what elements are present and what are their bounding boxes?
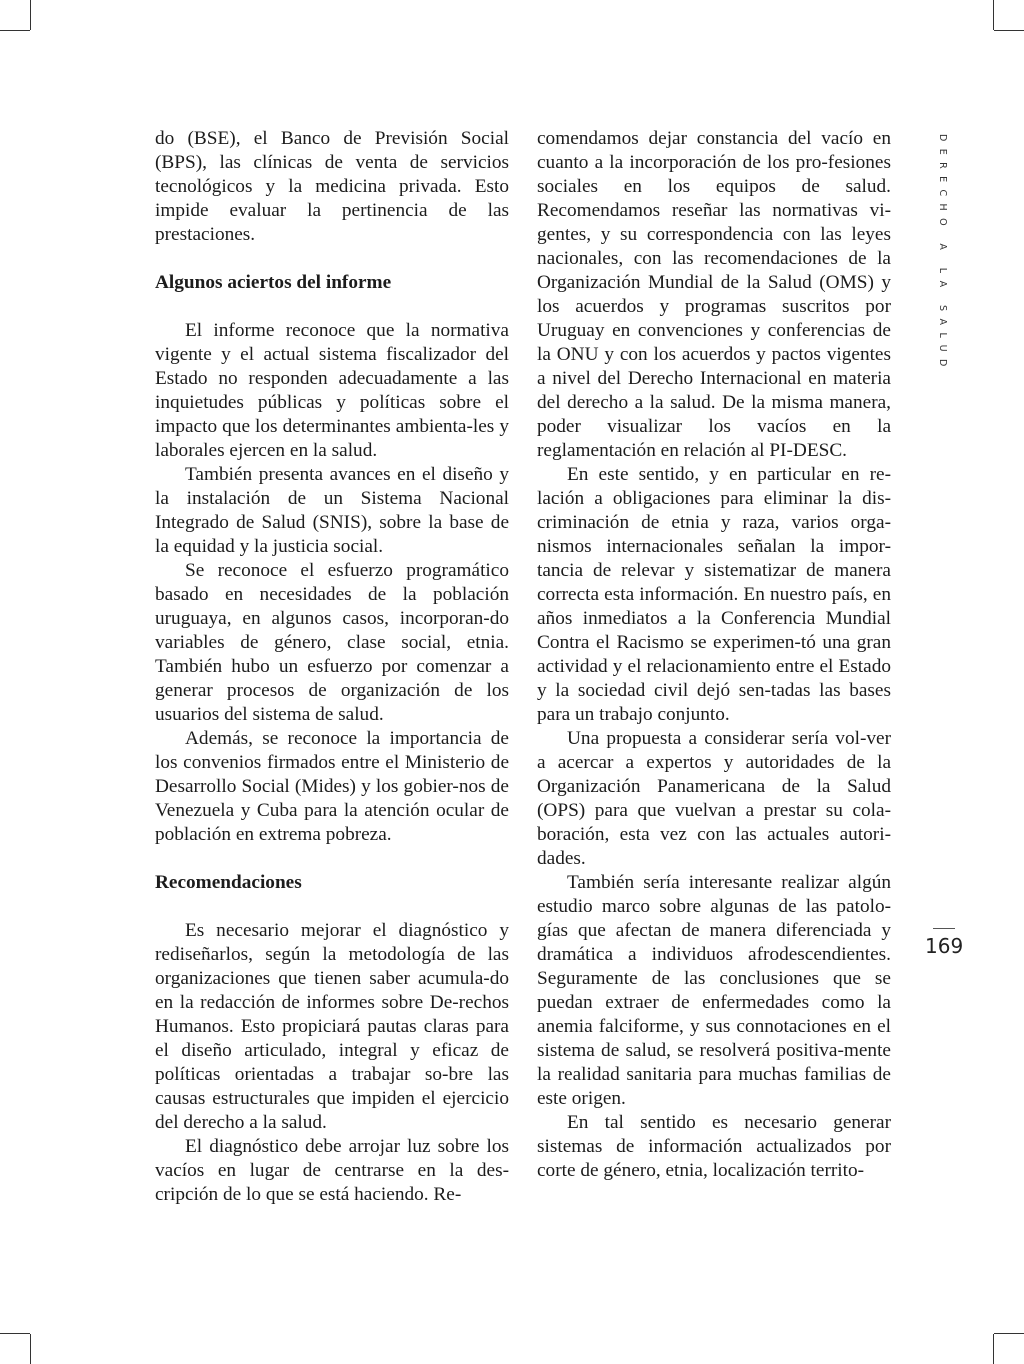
paragraph: Es necesario mejorar el diagnóstico y rediseñarlos, según la metodología de las organizaciones que tienen saber acumula-do en la redacción de informes sobre De-rechos Humanos. Esto propiciará pautas claras para el diseño articulado, integral y eficaz de políticas orientadas a trabajar so-bre las causas estructurales que impiden el ejercicio del derecho a la salud. — [155, 920, 509, 1133]
paragraph: Una propuesta a considerar sería vol-ver a acercar a expertos y autoridades de la Organización Panamericana de la Salud (OPS) para que vuelvan a prestar su cola-boración, esta vez con las actuales autori-dades. — [537, 728, 891, 869]
crop-mark-top-left — [0, 30, 30, 31]
page-number: 169 — [925, 934, 964, 958]
paragraph: En este sentido, y en particular en re-lación a obligaciones para eliminar la dis-criminación de etnia y raza, varios orga-nismos internacionales señalan la impor-tancia de relevar y sistematizar de manera correcta esta información. En nuestro país, en años inmediatos a la Conferencia Mundial Contra el Racismo se experimen-tó una gran actividad y el relacionamiento entre el Estado y la sociedad civil dejó sen-tadas las bases para un trabajo conjunto. — [537, 464, 891, 725]
crop-mark-top-right — [993, 0, 994, 30]
paragraph: También presenta avances en el diseño y la instalación de un Sistema Nacional Integrado de Salud (SNIS), sobre la base de la equidad y la justicia social. — [155, 464, 509, 557]
crop-mark-top-right — [994, 30, 1024, 31]
section-heading: Recomendaciones — [155, 872, 302, 893]
paragraph: do (BSE), el Banco de Previsión Social (BPS), las clínicas de venta de servicios tecnológicos y la medicina privada. Esto impide evaluar la pertinencia de las prestaciones. — [155, 128, 509, 245]
paragraph: Se reconoce el esfuerzo programático basado en necesidades de la población uruguaya, en algunos casos, incorporan-do variables de género, clase social, etnia. También hubo un esfuerzo por comenzar a generar procesos de organización de los usuarios del sistema de salud. — [155, 560, 509, 725]
paragraph: El informe reconoce que la normativa vigente y el actual sistema fiscalizador del Estado no responden adecuadamente a las inquietudes públicas y políticas sobre el impacto que los determinantes ambienta-les y laborales ejercen en la salud. — [155, 320, 509, 461]
paragraph: Además, se reconoce la importancia de los convenios firmados entre el Ministerio de Desarrollo Social (Mides) y los gobier-nos de Venezuela y Cuba para la atención ocular de población en extrema pobreza. — [155, 728, 509, 845]
running-header: DERECHO A LA SALUD — [937, 134, 948, 374]
crop-mark-bottom-right — [994, 1333, 1024, 1334]
left-column — [155, 127, 509, 1207]
crop-mark-bottom-left — [0, 1333, 30, 1334]
paragraph: El diagnóstico debe arrojar luz sobre los vacíos en lugar de centrarse en la des-cripción de lo que se está haciendo. Re- — [155, 1136, 509, 1205]
crop-mark-top-left — [30, 0, 31, 30]
crop-mark-bottom-left — [30, 1334, 31, 1364]
page-number-rule — [933, 928, 955, 929]
section-heading: Algunos aciertos del informe — [155, 272, 392, 293]
paragraph: En tal sentido es necesario generar sistemas de información actualizados por corte de género, etnia, localización territo- — [537, 1112, 891, 1181]
paragraph: También sería interesante realizar algún estudio marco sobre algunas de las patolo-gías que afectan de manera diferenciada y dramática a individuos afrodescendientes. Seguramente de las conclusiones que se puedan extraer de enfermedades como la anemia falciforme, y sus connotaciones en el sistema de salud, se resolverá positiva-mente la realidad sanitaria para muchas familias de este origen. — [537, 872, 891, 1109]
paragraph: comendamos dejar constancia del vacío en cuanto a la incorporación de los pro-fesiones sociales en los equipos de salud. Recomendamos reseñar las normativas vi-gentes, y su correspondencia con las leyes nacionales, con las recomendaciones de la Organización Mundial de la Salud (OMS) y los acuerdos y programas suscritos por Uruguay en convenciones y conferencias de la ONU y con los acuerdos y pactos vigentes a nivel del Derecho Internacional en materia del derecho a la salud. De la misma manera, poder visualizar los vacíos en la reglamentación en relación al PI-DESC. — [537, 128, 891, 461]
crop-mark-bottom-right — [993, 1334, 994, 1364]
right-column — [537, 127, 891, 1183]
